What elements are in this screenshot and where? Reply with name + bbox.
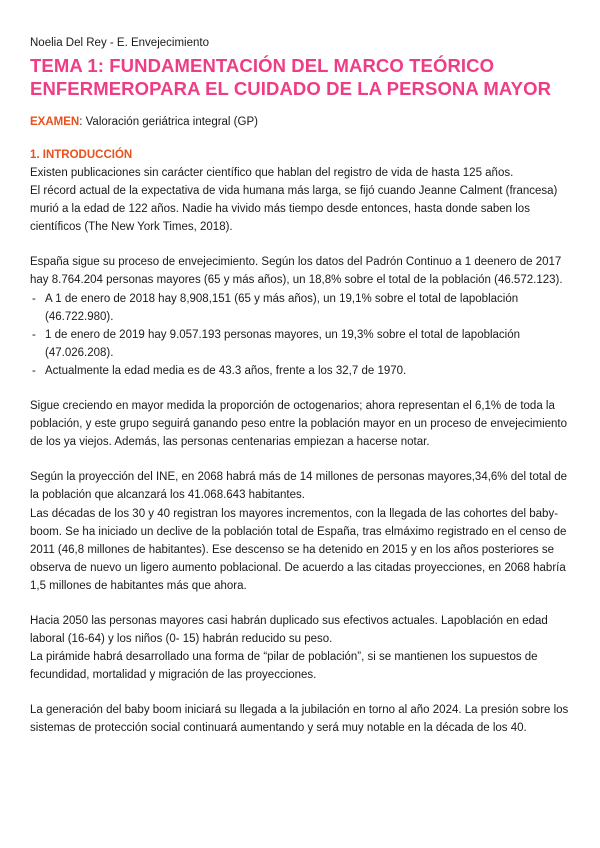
paragraph-5: Según la proyección del INE, en 2068 habrá más de 14 millones de personas mayores,34,6% del total de la población que alcanzará los 41.068.643 habitantes. xyxy=(30,471,567,502)
bullet-list xyxy=(30,290,570,380)
list-item: - A 1 de enero de 2018 hay 8,908,151 (65 y más años), un 19,1% sobre el total de lapoblación (46.722.980). xyxy=(30,290,570,326)
paragraph-7: Hacia 2050 las personas mayores casi habrán duplicado sus efectivos actuales. Lapoblación en edad laboral (16-64) y los niños (0- 15) habrán reducido su peso. xyxy=(30,614,548,646)
exam-note xyxy=(30,114,570,130)
section-heading: 1. INTRODUCCIÓN xyxy=(30,149,133,161)
exam-text: Valoración geriátrica integral (GP) xyxy=(82,116,258,128)
paragraph-6: Las décadas de los 30 y 40 registran los mayores incrementos, con la llegada de las cohortes del baby-boom. Se ha iniciado un declive de la población total de España, tras elmáximo registrado en el censo de 2011 (46,8 millones de habitantes). Ese descenso se ha detenido en 2015 y en los años posteriores se observa de nuevo un ligero aumento poblacional. De acuerdo a las citadas proyecciones, en 2068 habría 1,5 millones de habitantes más que ahora. xyxy=(30,507,567,592)
exam-label: EXAMEN xyxy=(30,116,80,128)
paragraph-8: La pirámide habrá desarrollado una forma de “pilar de población”, si se mantienen los supuestos de fecundidad, mortalidad y migración de las proyecciones. xyxy=(30,651,538,682)
page-title: TEMA 1: FUNDAMENTACIÓN DEL MARCO TEÓRICO ENFERMEROPARA EL CUIDADO DE LA PERSONA MAYOR xyxy=(30,55,552,99)
exam-separator: : xyxy=(79,116,83,128)
list-item: - 1 de enero de 2019 hay 9.057.193 personas mayores, un 19,3% sobre el total de lapoblación (47.026.208). xyxy=(30,326,570,362)
paragraph-9: La generación del baby boom iniciará su llegada a la jubilación en torno al año 2024. La presión sobre los sistemas de protección social continuará aumentando y será muy notable en la década de los 40. xyxy=(30,704,569,735)
paragraph-1: Existen publicaciones sin carácter científico que hablan del registro de vida de hasta 125 años. xyxy=(30,167,514,179)
page-header: Noelia Del Rey - E. Envejecimiento xyxy=(30,37,209,49)
paragraph-3: España sigue su proceso de envejecimiento. Según los datos del Padrón Continuo a 1 deenero de 2017 hay 8.764.204 personas mayores (65 y más años), un 18,8% sobre el total de la población (46.572.123). xyxy=(30,256,563,287)
paragraph-2: El récord actual de la expectativa de vida humana más larga, se fijó cuando Jeanne Calment (francesa) murió a la edad de 122 años. Nadie ha vivido más tiempo desde entonces, hasta donde saben los científicos (The New York Times, 2018). xyxy=(30,185,558,234)
paragraph-4: Sigue creciendo en mayor medida la proporción de octogenarios; ahora representan el 6,1% de toda la población, y este grupo seguirá ganando peso entre la población mayor en un proceso de envejecimiento de los ya viejos. Además, las personas centenarias empiezan a hacerse notar. xyxy=(30,400,568,449)
list-item: - Actualmente la edad media es de 43.3 años, frente a los 32,7 de 1970. xyxy=(30,362,570,380)
